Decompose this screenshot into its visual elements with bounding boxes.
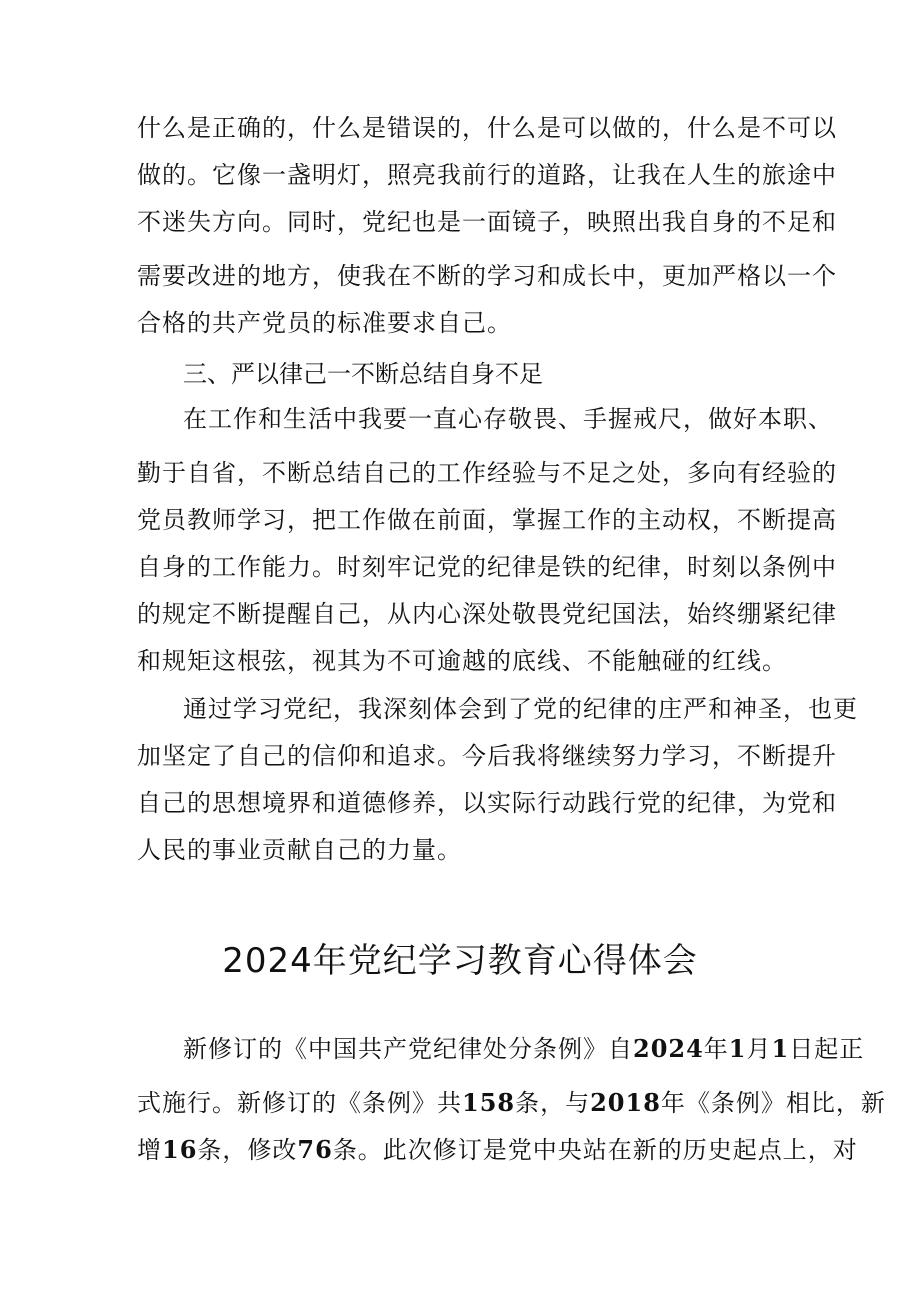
paragraph-1-line-5: 合格的共产党员的标准要求自己。: [137, 309, 512, 337]
text-segment: 年: [703, 1035, 729, 1063]
number-modified: 76: [297, 1135, 333, 1164]
paragraph-3-line-1: 通过学习党纪，我深刻体会到了党的纪律的庄严和神圣，也更: [183, 695, 858, 723]
paragraph-4-line-2: [137, 1086, 886, 1120]
paragraph-1-line-1: 什么是正确的，什么是错误的，什么是可以做的，什么是不可以: [137, 114, 837, 142]
paragraph-2-line-3: 党员教师学习，把工作做在前面，掌握工作的主动权，不断提高: [137, 506, 837, 534]
paragraph-2-line-5: 的规定不断提醒自己，从内心深处敬畏党纪国法，始终绷紧纪律: [137, 600, 837, 628]
paragraph-2-line-2: 勤于自省，不断总结自己的工作经验与不足之处，多向有经验的: [137, 459, 837, 487]
number-article-count: 158: [462, 1088, 516, 1117]
text-segment: 年《条例》相比，新: [660, 1089, 886, 1117]
paragraph-2-line-6: 和规矩这根弦，视其为不可逾越的底线、不能触碰的红线。: [137, 647, 787, 675]
paragraph-4-line-1: [183, 1032, 865, 1066]
paragraph-2-line-4: 自身的工作能力。时刻牢记党的纪律是铁的纪律，时刻以条例中: [137, 553, 837, 581]
text-segment: 式施行。新修订的《条例》共: [137, 1089, 462, 1117]
text-segment: 条，与: [515, 1089, 591, 1117]
section-heading: 三、严以律己一不断总结自身不足: [183, 360, 543, 388]
number-month: 1: [728, 1034, 747, 1063]
paragraph-1-line-3: 不迷失方向。同时，党纪也是一面镜子，映照出我自身的不足和: [137, 208, 837, 236]
paragraph-1-line-2: 做的。它像一盏明灯，照亮我前行的道路，让我在人生的旅途中: [137, 161, 837, 189]
paragraph-3-line-3: 自己的思想境界和道德修养，以实际行动践行党的纪律，为党和: [137, 789, 837, 817]
text-segment: 日起正: [789, 1035, 865, 1063]
paragraph-4-line-3: [137, 1133, 858, 1167]
number-day: 1: [771, 1034, 790, 1063]
number-added: 16: [162, 1135, 198, 1164]
text-segment: 条，修改: [197, 1136, 298, 1164]
text-segment: 增: [137, 1136, 162, 1164]
paragraph-3-line-2: 加坚定了自己的信仰和追求。今后我将继续努力学习，不断提升: [137, 742, 837, 770]
number-year: 2024: [633, 1034, 704, 1063]
number-year: 2018: [590, 1088, 661, 1117]
paragraph-3-line-4: 人民的事业贡献自己的力量。: [137, 836, 462, 864]
text-segment: 新修订的《中国共产党纪律处分条例》自: [183, 1035, 633, 1063]
paragraph-2-line-1: 在工作和生活中我要一直心存敬畏、手握戒尺，做好本职、: [183, 405, 833, 433]
article-title: 2024年党纪学习教育心得体会: [222, 941, 698, 981]
text-segment: 月: [746, 1035, 772, 1063]
text-segment: 条。此次修订是党中央站在新的历史起点上，对: [332, 1136, 858, 1164]
paragraph-1-line-4: 需要改进的地方，使我在不断的学习和成长中，更加严格以一个: [137, 262, 837, 290]
